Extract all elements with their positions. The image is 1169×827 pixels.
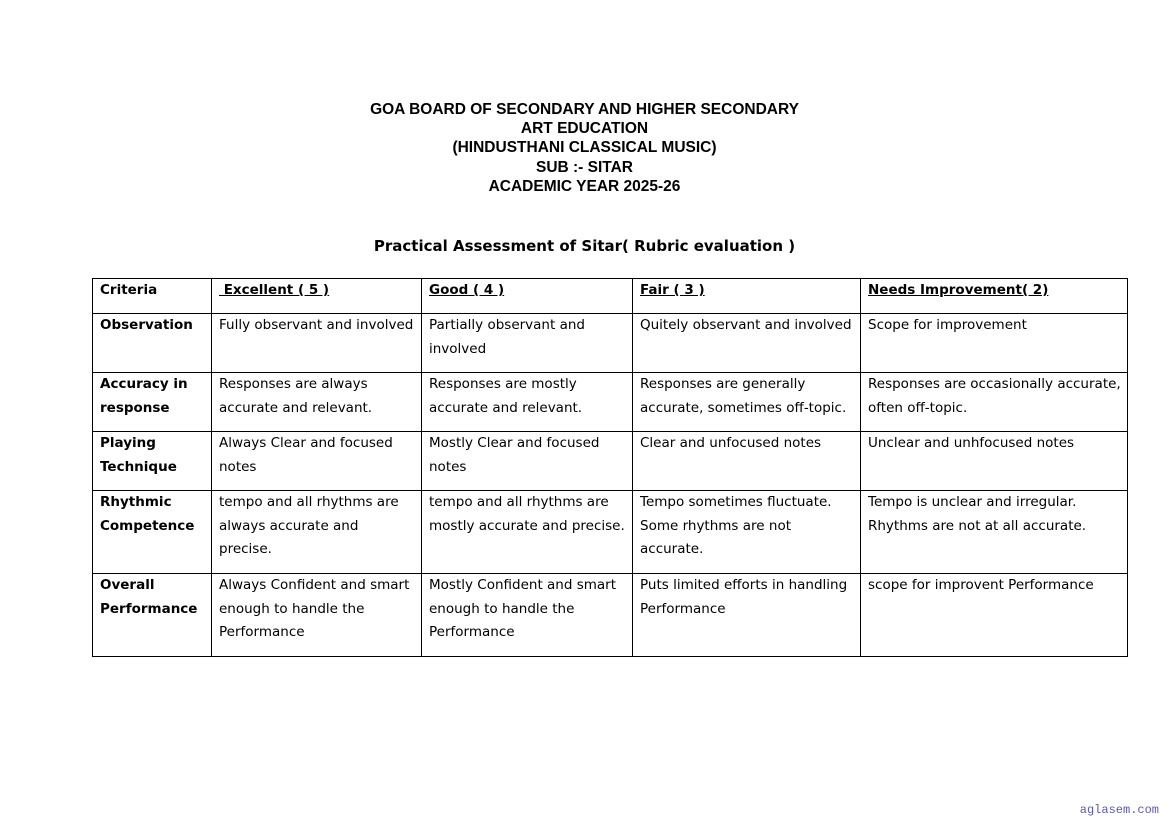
- needs-improvement-cell: Tempo is unclear and irregular. Rhythms are not at all accurate.: [861, 491, 1128, 574]
- good-cell: tempo and all rhythms are mostly accurate and precise.: [422, 491, 633, 574]
- criteria-cell: Playing Technique: [93, 432, 212, 491]
- header-academic-year: ACADEMIC YEAR 2025-26: [488, 177, 681, 195]
- excellent-cell: Fully observant and involved: [212, 314, 422, 373]
- criteria-cell: Overall Performance: [93, 574, 212, 657]
- needs-improvement-cell: Responses are occasionally accurate, often off-topic.: [861, 373, 1128, 432]
- table-header-row: [93, 279, 1128, 314]
- fair-cell: Clear and unfocused notes: [633, 432, 861, 491]
- needs-improvement-cell: scope for improvent Performance: [861, 574, 1128, 657]
- excellent-cell: tempo and all rhythms are always accurate and precise.: [212, 491, 422, 574]
- header-subject: SUB :- SITAR: [535, 158, 633, 176]
- good-cell: Mostly Clear and focused notes: [422, 432, 633, 491]
- header-board-name: GOA BOARD OF SECONDARY AND HIGHER SECONDARY: [370, 101, 799, 118]
- table-row: [93, 491, 1128, 574]
- needs-improvement-cell: Scope for improvement: [861, 314, 1128, 373]
- good-cell: Partially observant and involved: [422, 314, 633, 373]
- criteria-cell: Observation: [93, 314, 212, 373]
- good-cell: Mostly Confident and smart enough to handle the Performance: [422, 574, 633, 657]
- header-excellent: Excellent ( 5 ): [212, 279, 422, 314]
- table-row: [93, 373, 1128, 432]
- header-criteria: Criteria: [93, 279, 212, 314]
- excellent-cell: Responses are always accurate and relevant.: [212, 373, 422, 432]
- header-music-type: (HINDUSTHANI CLASSICAL MUSIC): [452, 139, 717, 157]
- rubric-table: [92, 278, 1128, 657]
- table-row: [93, 314, 1128, 373]
- fair-cell: Puts limited efforts in handling Performance: [633, 574, 861, 657]
- header-fair: Fair ( 3 ): [633, 279, 861, 314]
- header-good: Good ( 4 ): [422, 279, 633, 314]
- excellent-cell: Always Confident and smart enough to handle the Performance: [212, 574, 422, 657]
- document-header: [0, 100, 1169, 196]
- fair-cell: Tempo sometimes fluctuate. Some rhythms are not accurate.: [633, 491, 861, 574]
- table-row: [93, 574, 1128, 657]
- header-department: ART EDUCATION: [520, 120, 649, 138]
- needs-improvement-cell: Unclear and unhfocused notes: [861, 432, 1128, 491]
- watermark: aglasem.com: [1079, 803, 1159, 817]
- excellent-cell: Always Clear and focused notes: [212, 432, 422, 491]
- criteria-cell: Rhythmic Competence: [93, 491, 212, 574]
- fair-cell: Responses are generally accurate, sometimes off-topic.: [633, 373, 861, 432]
- page-title: Practical Assessment of Sitar( Rubric evaluation ): [373, 237, 796, 255]
- good-cell: Responses are mostly accurate and relevant.: [422, 373, 633, 432]
- header-needs-improvement: Needs Improvement( 2): [861, 279, 1128, 314]
- table-row: [93, 432, 1128, 491]
- criteria-cell: Accuracy in response: [93, 373, 212, 432]
- fair-cell: Quitely observant and involved: [633, 314, 861, 373]
